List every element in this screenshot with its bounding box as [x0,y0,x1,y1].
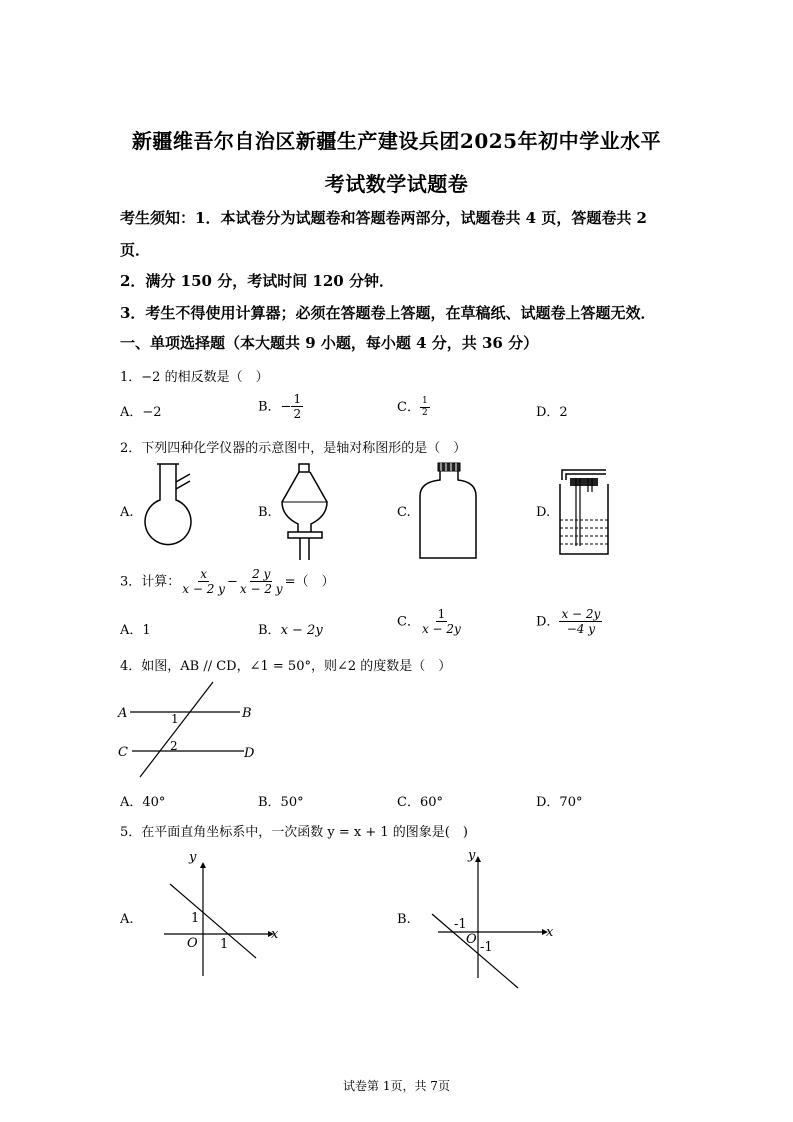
q1-option-b-sign: − [280,399,292,415]
angle-2-label: 2 [170,739,178,753]
q3-option-c-label: C． [397,614,420,630]
graph-b-x-label: x [546,925,554,940]
q3-fraction2-denominator: x − 2 y [239,582,283,597]
graph-b-y-intercept-label: -1 [480,940,493,955]
point-d-label: D [244,746,255,761]
question-5-stem: 5．在平面直角坐标系中，一次函数 y = x + 1 的图象是( ) [120,825,468,840]
graph-a-x-intercept-label: 1 [220,937,229,952]
exam-title-line2: 考试数学试题卷 [324,172,469,196]
gas-washing-bottle-figure [556,462,616,562]
q1-option-c [397,396,430,419]
q3-option-c-denominator: x − 2y [421,622,461,637]
graph-a-figure [160,848,290,978]
q3-option-c [397,607,463,637]
q3-fraction1-numerator: x [200,567,208,581]
q4-option-d: D．70° [536,795,583,810]
q3-minus-sign: − [226,574,238,590]
q2-option-d: D. [536,505,551,520]
q4-option-a: A．40° [120,795,166,810]
q1-option-c-numerator: 1 [421,396,428,407]
q3-option-b-expression: x − 2y [280,623,323,638]
angle-1-label: 1 [171,712,179,726]
q4-option-c: C．60° [397,795,443,810]
reagent-bottle-figure [418,462,478,562]
notice-line1: 考生须知：1．本试卷分为试题卷和答题卷两部分，试题卷共 4 页，答题卷共 2 [120,209,647,227]
q1-option-b-label: B． [258,399,281,415]
graph-b-y-label: y [468,848,476,863]
q5-option-a: A. [120,912,134,927]
q3-option-b-label: B． [258,623,281,638]
exam-title-line1: 新疆维吾尔自治区新疆生产建设兵团2025年初中学业水平 [131,129,662,153]
q3-option-d-denominator: −4 y [566,622,596,637]
round-bottom-flask-figure [140,462,200,557]
page-footer: 试卷第 1页，共 7页 [343,1079,450,1093]
q3-option-a: A．1 [120,623,151,638]
point-b-label: B [242,706,252,721]
question-1-stem: 1．−2 的相反数是（ ） [120,370,269,385]
q5-option-b: B. [397,912,411,927]
q3-option-d-label: D． [536,614,560,630]
q1-option-a: A．−2 [120,405,162,420]
q2-option-c: C. [397,505,411,520]
q3-stem-suffix: =（ ） [284,574,335,590]
q3-option-c-numerator: 1 [437,607,446,621]
q1-option-d: D．2 [536,405,568,420]
q1-option-b-denominator: 2 [293,407,302,422]
question-2-stem: 2．下列四种化学仪器的示意图中，是轴对称图形的是（ ） [120,441,467,456]
q1-option-c-label: C． [397,400,420,415]
q3-fraction2-numerator: 2 y [252,567,271,581]
section-heading: 一、单项选择题（本大题共 9 小题，每小题 4 分，共 36 分） [120,334,539,352]
graph-b-x-intercept-label: -1 [454,917,467,932]
separatory-funnel-figure [278,462,338,562]
q2-option-b: B. [258,505,272,520]
notice-line2: 2．满分 150 分，考试时间 120 分钟． [120,272,394,290]
graph-a-y-intercept-label: 1 [191,911,200,926]
q3-option-b [258,619,323,638]
question-4-stem: 4．如图，AB // CD，∠1 = 50°，则∠2 的度数是（ ） [120,659,452,674]
q2-option-a: A. [120,505,134,520]
q4-option-b: B．50° [258,795,304,810]
q1-option-b-numerator: 1 [293,392,302,406]
notice-line3: 3．考生不得使用计算器；必须在答题卷上答题，在草稿纸、试题卷上答题无效． [120,304,656,322]
point-c-label: C [118,745,128,760]
point-a-label: A [118,706,128,721]
graph-b-figure [428,846,568,991]
q3-option-d [536,607,602,637]
q3-fraction1-denominator: x − 2 y [182,582,225,597]
q1-option-b [258,392,303,422]
graph-a-y-label: y [189,850,197,865]
graph-a-x-label: x [271,927,279,942]
question-3-stem [120,567,334,597]
parallel-lines-figure [118,678,268,778]
q1-option-c-denominator: 2 [421,408,428,418]
graph-a-origin-label: O [187,936,198,951]
graph-b-origin-label: O [466,932,477,947]
notice-line1-cont: 页． [120,241,151,259]
q3-stem-prefix: 3．计算： [120,574,181,590]
q3-option-d-numerator: x − 2y [561,607,601,621]
